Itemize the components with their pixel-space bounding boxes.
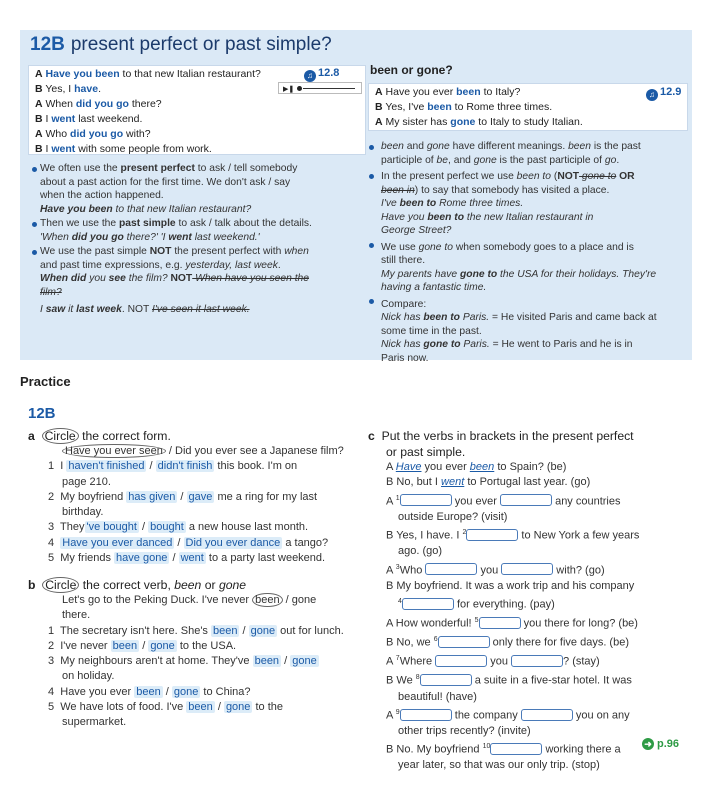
- exercise-line: B We $^8$ a suite in a five-star hotel. It was: [386, 674, 632, 688]
- dialogue-line: B Yes, I've been to Rome three times.: [375, 101, 553, 113]
- note-line: and past time expressions, e.g. yesterday, last week.: [40, 259, 281, 271]
- option[interactable]: gone: [225, 701, 251, 714]
- exercise-line: A $^9$ the company you on any: [386, 708, 630, 722]
- practice-heading: Practice: [20, 374, 71, 389]
- exercise-line: B No. My boyfriend $^{10}$ working there a: [386, 743, 621, 757]
- note-line: Have you been to the new Italian restaurant in: [381, 211, 594, 223]
- exercise-line: A Have you ever been to Spain? (be): [386, 461, 567, 473]
- exercise-heading: or past simple.: [386, 445, 466, 459]
- right-notes: [381, 140, 691, 365]
- option[interactable]: been: [136, 685, 161, 698]
- exercise-c: [368, 428, 698, 774]
- unit-label: 12B: [30, 34, 65, 55]
- exercise-line: A How wonderful! $^5$ you there for long? (be): [386, 617, 638, 630]
- note-line: Paris now.: [381, 352, 429, 364]
- audio-button-12-9[interactable]: ♫ 12.9: [646, 86, 681, 101]
- bullet: [369, 145, 374, 150]
- exercise-line: A $^7$Where you ? (stay): [386, 655, 600, 669]
- exercise-item: 4 Have you ever danced / Did you ever dance a tango?: [48, 536, 329, 549]
- exercise-item: 3 They 've bought / bought a new house last month.: [48, 521, 309, 534]
- left-notes: [40, 162, 370, 317]
- answer-field[interactable]: [500, 494, 552, 506]
- note-line: Nick has been to Paris. = He visited Paris and came back at: [381, 312, 657, 323]
- example-line: Have you ever seen / Did you ever see a Japanese film?: [28, 444, 364, 459]
- option[interactable]: been: [188, 701, 213, 714]
- exercise-a: [28, 428, 364, 566]
- answer-field[interactable]: [400, 709, 452, 721]
- bullet: [32, 250, 37, 255]
- note-line: Then we use the past simple to ask / talk about the details.: [40, 218, 312, 229]
- note-line: about a past action for the first time. We don't ask / say: [40, 176, 291, 188]
- option[interactable]: been: [212, 624, 238, 637]
- option[interactable]: haven't finished: [68, 460, 145, 473]
- exercise-item: 5 My friends have gone / went to a party last weekend.: [48, 552, 326, 565]
- option[interactable]: Have you ever danced: [62, 536, 173, 549]
- answer-field[interactable]: [400, 494, 452, 506]
- exercise-lines: A Have you ever been to Spain? (be) B No, but I went to Portugal last year. (go) A $^1$ you ever any countries outside Europe? (visit) B Yes, I have. I $^2$ to New York a few years ago. (go) A $^3$Who you with? (go) B My boyfriend. It was a work trip and his company $^4$ for everything. (pay) A How wonderful! $^5$ you there for long? (be) B No, we $^6$ only there for five days. (be) A $^7$Where you ? (stay) B We $^8$ a suite in a five-star hotel. It was beautiful! (have) A $^9$ the company you on any other trips recently? (invite) B No. My boyfriend $^{10}$ working there a year later, so that was our only trip. (stop): [368, 460, 698, 774]
- option[interactable]: gone: [173, 685, 199, 698]
- exercise-heading: c Put the verbs in brackets in the present perfect: [368, 429, 634, 443]
- exercise-heading: b Circle the correct verb, been or gone: [28, 578, 247, 592]
- note-line: still there.: [381, 255, 426, 266]
- exercise-item: 2 My boyfriend has given / gave me a ring for my last: [48, 490, 318, 503]
- answer-field[interactable]: [420, 674, 472, 686]
- exercise-line: B No, but I went to Portugal last year. (go): [386, 476, 591, 489]
- exercise-item: 3 My neighbours aren't at home. They've been / gone: [48, 655, 317, 668]
- exercise-items: 1 The secretary isn't here. She's been / gone out for lunch. 2 I've never been / gone to the USA. 3 My neighbours aren't at home. They've been / gone on holiday. 4 Have you ever been / gone to China? 5 We have lots of food. I've been / gone to the supermarket.: [28, 624, 364, 731]
- dialogue-line: B I went last weekend.: [35, 113, 143, 125]
- practice-unit: 12B: [28, 405, 56, 422]
- note-line: My parents have gone to the USA for their holidays. They're: [381, 268, 657, 280]
- page-reference-link[interactable]: ➜ p.96: [642, 738, 679, 750]
- dialogue-line: A Who did you go with?: [35, 128, 151, 140]
- play-icon[interactable]: ▶❚: [283, 86, 295, 93]
- answer-field[interactable]: [435, 655, 487, 667]
- option[interactable]: gone: [292, 655, 317, 668]
- exercise-line: A $^3$Who you with? (go): [386, 563, 605, 577]
- option[interactable]: bought: [150, 521, 184, 534]
- speaker-icon: ♫: [646, 89, 658, 101]
- page-title: [30, 34, 332, 56]
- audio-button-12-8[interactable]: ♫ 12.8: [304, 67, 339, 82]
- bullet: [32, 167, 37, 172]
- exercise-item: 1 The secretary isn't here. She's been / gone out for lunch.: [48, 624, 344, 637]
- option[interactable]: have gone: [116, 552, 168, 565]
- answer-field[interactable]: [511, 655, 563, 667]
- answer-field[interactable]: [425, 563, 477, 575]
- note-line: been and gone have different meanings. been is the past: [381, 141, 641, 152]
- bullet: [369, 299, 374, 304]
- option[interactable]: been: [254, 655, 280, 668]
- option[interactable]: didn't finish: [157, 460, 213, 473]
- option[interactable]: gone: [150, 639, 175, 652]
- dialogue-line: A Have you been to that new Italian restaurant?: [35, 68, 261, 80]
- note-line: when the action happened.: [40, 190, 164, 201]
- note-line: 'When did you go there?' 'I went last weekend.': [40, 231, 260, 243]
- dialogue-box-right: [368, 83, 688, 131]
- exercise-item: 5 We have lots of food. I've been / gone to the: [48, 701, 283, 714]
- answer-field[interactable]: [521, 709, 573, 721]
- note-line: film?: [40, 286, 62, 298]
- bullet: [369, 174, 374, 179]
- option[interactable]: has given: [128, 490, 176, 503]
- exercise-item: 4 Have you ever been / gone to China?: [48, 685, 251, 698]
- note-line: When did you see the film? NOT When have you seen the: [40, 273, 310, 284]
- arrow-icon: ➜: [642, 738, 654, 750]
- note-line: Have you been to that new Italian restaurant?: [40, 203, 252, 215]
- note-line: We use gone to when somebody goes to a place and is: [381, 241, 634, 253]
- note-line: George Street?: [381, 225, 452, 236]
- option[interactable]: been: [112, 639, 138, 652]
- exercise-items: 1 I haven't finished / didn't finish this book. I'm on page 210. 2 My boyfriend has given / gave me a ring for my last birthday. 3 They 've bought / bought a new house last month. 4 Have you ever danced / Did you ever dance a tango? 5 My friends have gone / went to a party last weekend.: [28, 459, 364, 566]
- dialogue-line: B I went with some people from work.: [35, 143, 212, 155]
- answer-field[interactable]: [501, 563, 553, 575]
- option[interactable]: 've bought: [86, 521, 137, 534]
- exercise-line: B No, we $^6$ only there for five days. (be): [386, 636, 629, 649]
- note-line: participle of be, and gone is the past participle of go.: [381, 154, 620, 166]
- note-line: Nick has gone to Paris. = He went to Paris and he is in: [381, 339, 633, 350]
- note-line: I saw it last week. NOT I've seen it last week.: [40, 304, 250, 315]
- bullet: [369, 243, 374, 248]
- exercise-line: A $^1$ you ever any countries: [386, 494, 621, 508]
- note-line: Compare:: [381, 298, 427, 310]
- dialogue-line: A When did you go there?: [35, 98, 162, 110]
- note-line: We use the past simple NOT the present perfect with when: [40, 246, 309, 257]
- note-line: In the present perfect we use been to (NOT gone to OR: [381, 171, 635, 182]
- answer-field[interactable]: [438, 636, 490, 648]
- speaker-icon: ♫: [304, 70, 316, 82]
- bullet: [32, 222, 37, 227]
- option[interactable]: gone: [250, 624, 276, 637]
- audio-player[interactable]: [278, 82, 362, 94]
- exercise-heading: a Circle the correct form.: [28, 429, 171, 443]
- progress-track[interactable]: [303, 88, 355, 89]
- note-line: some time in the past.: [381, 325, 482, 337]
- dialogue-line: A My sister has gone to Italy to study Italian.: [375, 116, 583, 128]
- exercise-item: 2 I've never been / gone to the USA.: [48, 639, 237, 652]
- answer-field[interactable]: [402, 598, 454, 610]
- note-line: I've been to Rome three times.: [381, 198, 524, 209]
- answer-field[interactable]: [479, 617, 521, 629]
- exercise-line: B Yes, I have. I $^2$ to New York a few years: [386, 529, 640, 542]
- option[interactable]: gave: [188, 490, 213, 503]
- option[interactable]: Did you ever dance: [185, 536, 281, 549]
- answer-field[interactable]: [490, 743, 542, 755]
- option[interactable]: went: [180, 552, 204, 565]
- exercise-item: 1 I haven't finished / didn't finish this book. I'm on: [48, 460, 298, 473]
- progress-handle[interactable]: [297, 86, 302, 91]
- answer-field[interactable]: [466, 529, 518, 541]
- note-line: having a fantastic time.: [381, 282, 487, 293]
- dialogue-line: B Yes, I have.: [35, 83, 101, 95]
- dialogue-line: A Have you ever been to Italy?: [375, 86, 521, 98]
- exercise-b: [28, 577, 364, 731]
- example-line: Let's go to the Peking Duck. I've never been / gone there.: [62, 594, 317, 622]
- note-line: We often use the present perfect to ask / tell somebody: [40, 163, 298, 174]
- note-line: been in) to say that somebody has visited a place.: [381, 184, 610, 196]
- been-gone-title: been or gone?: [370, 63, 453, 77]
- title-text: present perfect or past simple?: [70, 34, 332, 55]
